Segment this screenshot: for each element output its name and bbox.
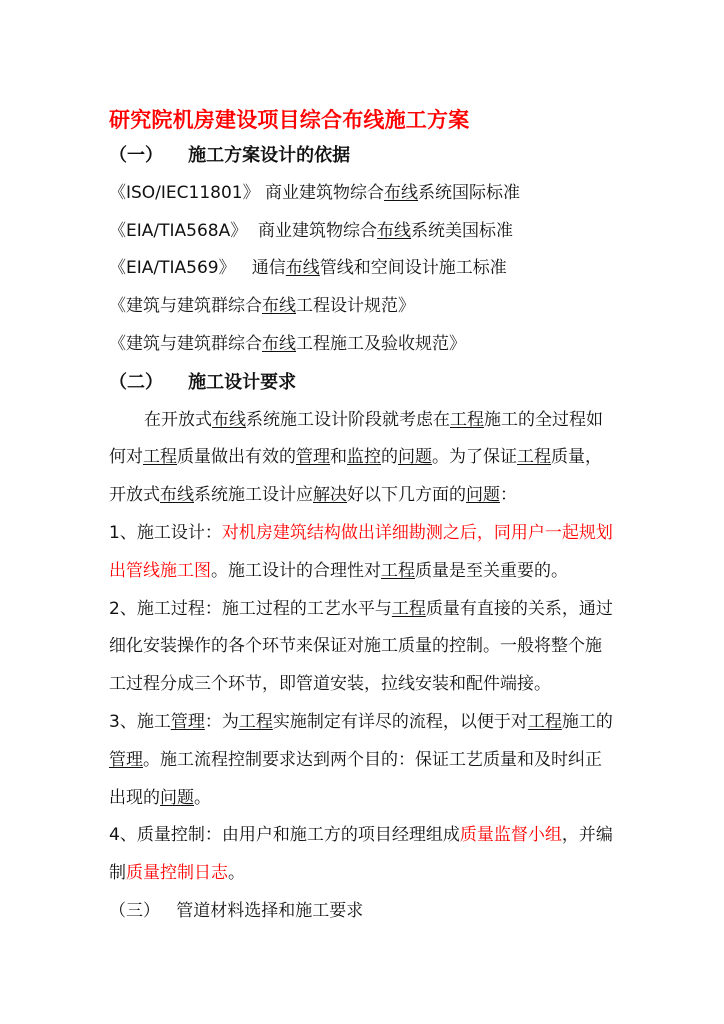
text-line: [109, 855, 629, 893]
text-run: 4、质量控制：由用户和施工方的项目经理组成: [109, 825, 460, 846]
text-line: [109, 515, 629, 553]
text-run: ：: [500, 485, 517, 506]
text-run: ，并编: [561, 825, 613, 846]
underlined-text: 管理: [296, 447, 330, 468]
underlined-text: 布线: [377, 220, 412, 241]
text-line: [109, 742, 629, 780]
highlighted-text: 质量监督小组: [459, 825, 562, 846]
underlined-text: 解决: [313, 485, 347, 506]
text-run: 制: [109, 863, 126, 884]
text-line: [109, 591, 629, 629]
underlined-text: 工程: [381, 560, 415, 581]
text-run: 。施工设计的合理性对: [211, 560, 381, 581]
text-run: （三） 管道材料选择和施工要求: [109, 900, 364, 921]
underlined-text: 工程: [391, 598, 426, 619]
text-run: 《EIA/TIA569》 通信: [109, 258, 286, 279]
text-line: [109, 553, 629, 591]
text-run: （一） 施工方案设计的依据: [109, 145, 351, 166]
text-line: [109, 628, 629, 666]
underlined-text: 问题: [160, 787, 194, 808]
text-run: 的: [381, 447, 398, 468]
highlighted-text: 质量控制日志: [126, 863, 228, 884]
text-run: 3、施工: [109, 711, 171, 732]
text-run: （二） 施工设计要求: [109, 371, 297, 393]
text-run: 好以下几方面的: [347, 485, 466, 506]
text-run: 工程设计规范》: [296, 296, 415, 317]
text-run: 。: [228, 863, 245, 884]
text-run: 质量有直接的关系，通过: [425, 598, 613, 619]
text-line: [109, 780, 629, 818]
text-run: 《EIA/TIA568A》 商业建筑物综合: [109, 220, 378, 241]
text-run: 何对: [109, 447, 143, 468]
underlined-text: 管理: [170, 711, 205, 732]
text-line: [109, 666, 629, 704]
text-run: 系统施工设计应: [194, 485, 313, 506]
text-run: 工过程分成三个环节，即管道安装，拉线安装和配件端接。: [109, 674, 551, 695]
underlined-text: 布线: [160, 485, 194, 506]
text-line: [109, 326, 629, 364]
text-run: 系统美国标准: [411, 220, 514, 241]
text-line: [109, 250, 629, 288]
section-heading: [109, 137, 629, 175]
text-line: [109, 175, 629, 213]
text-run: 《ISO/IEC11801》 商业建筑物综合: [109, 182, 385, 203]
text-run: 施工的: [561, 711, 613, 732]
underlined-text: 工程: [527, 711, 562, 732]
underlined-text: 工程: [517, 447, 551, 468]
highlighted-text: 对机房建筑结构做出详细勘测之后，同用户一起规划: [221, 522, 613, 543]
text-line: [109, 439, 629, 477]
underlined-text: 工程: [450, 409, 484, 430]
text-run: 出现的: [109, 787, 160, 808]
text-run: 管线和空间设计施工标准: [319, 258, 507, 279]
underlined-text: 监控: [347, 447, 381, 468]
section-heading: [109, 364, 629, 402]
text-run: 。: [194, 787, 211, 808]
underlined-text: 布线: [262, 333, 296, 354]
text-run: 细化安装操作的各个环节来保证对施工质量的控制。一般将整个施: [109, 636, 602, 657]
text-run: 系统国际标准: [418, 182, 521, 203]
underlined-text: 问题: [466, 485, 500, 506]
highlighted-text: 出管线施工图: [109, 560, 211, 581]
text-line: [109, 213, 629, 251]
text-run: 。施工流程控制要求达到两个目的：保证工艺质量和及时纠正: [143, 749, 602, 770]
underlined-text: 管理: [109, 749, 143, 770]
text-line: [109, 817, 629, 855]
text-line: [109, 402, 629, 440]
text-line: [109, 893, 629, 931]
text-run: 2、施工过程：施工过程的工艺水平与: [109, 598, 392, 619]
text-run: 实施制定有详尽的流程，以便于对: [272, 711, 528, 732]
text-run: 质量做出有效的: [177, 447, 296, 468]
text-run: 施工的全过程如: [484, 409, 603, 430]
text-run: 质量是至关重要的。: [415, 560, 568, 581]
underlined-text: 布线: [285, 258, 320, 279]
text-run: 1、施工设计：: [109, 522, 222, 543]
document-body: [109, 137, 629, 931]
text-run: 。为了保证: [432, 447, 517, 468]
underlined-text: 布线: [384, 182, 419, 203]
underlined-text: 布线: [212, 409, 246, 430]
underlined-text: 布线: [262, 296, 296, 317]
text-run: 开放式: [109, 485, 160, 506]
text-run: 和: [330, 447, 347, 468]
document-title: 研究院机房建设项目综合布线施工方案: [109, 108, 470, 132]
text-line: [109, 477, 629, 515]
text-run: 系统施工设计阶段就考虑在: [246, 409, 450, 430]
underlined-text: 问题: [398, 447, 432, 468]
text-run: 工程施工及验收规范》: [296, 333, 466, 354]
underlined-text: 工程: [143, 447, 177, 468]
text-run: 在开放式: [144, 409, 212, 430]
text-run: 《建筑与建筑群综合: [109, 296, 262, 317]
text-line: [109, 704, 629, 742]
text-line: [109, 288, 629, 326]
text-run: 《建筑与建筑群综合: [109, 333, 262, 354]
text-run: 质量，: [551, 447, 602, 468]
underlined-text: 工程: [238, 711, 273, 732]
text-run: ：为: [204, 711, 239, 732]
